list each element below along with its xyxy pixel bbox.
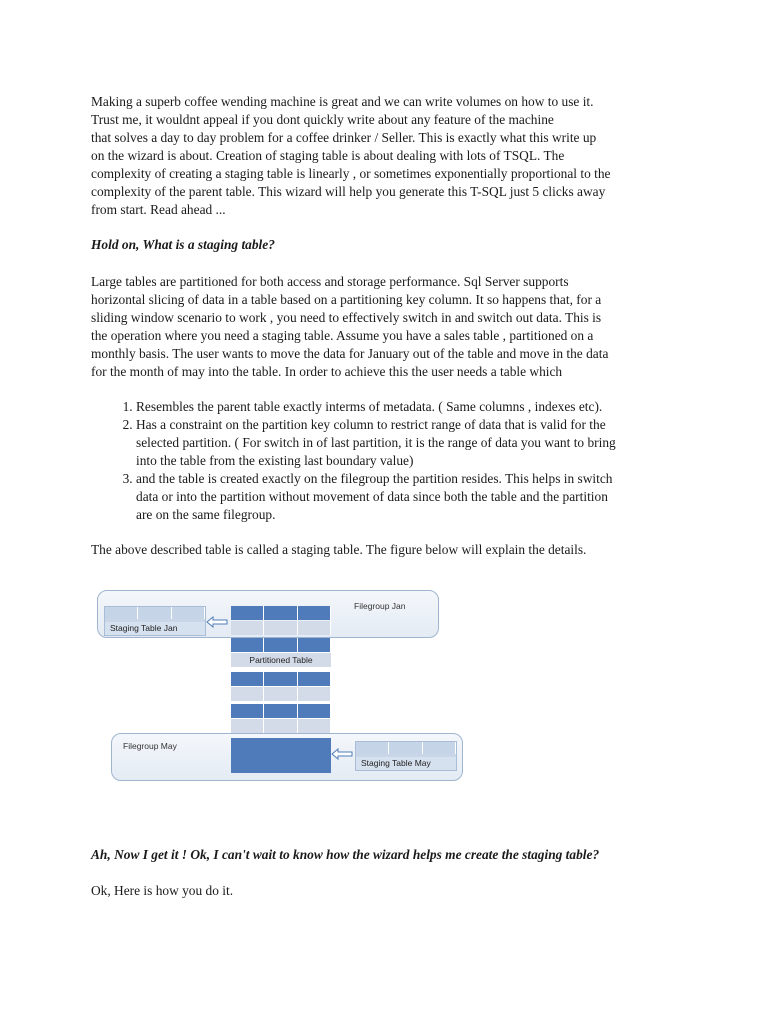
partition-row [231,606,331,620]
partition-row [231,672,331,686]
requirements-list [91,398,691,524]
closing-section [91,846,731,900]
figure-caption: The above described table is called a staging table. The figure below will explain the details. [91,542,587,557]
staging-table-may-label: Staging Table May [356,757,456,770]
partition-row [231,719,331,733]
staging-table-may [355,741,457,771]
staging-table-jan [104,606,206,636]
list-item: 1. Resembles the parent table exactly interms of metadata. ( Same columns , indexes etc). [136,398,691,416]
filegroup-may-label: Filegroup May [123,741,177,751]
partition-row [231,638,331,652]
intro-paragraph: Making a superb coffee wending machine is great and we can write volumes on how to use it. Trust me, it wouldnt appeal if you dont quickly write about any feature of the machine that solves a day to day problem for a coffee drinker / Seller. This is exactly what this write up on the wizard is about. Creation of staging table is about dealing with lots of TSQL. The complexity of creating a staging table is linearly , or sometimes exponentially proportional to the complexity of the parent table. This wizard will help you generate this T-SQL just 5 clicks away from start. Read ahead ... [91,94,611,217]
partition-row [231,621,331,635]
wizard-heading: Ah, Now I get it ! Ok, I can't wait to know how the wizard helps me create the staging table? [91,847,600,862]
partition-row [231,704,331,718]
document-page [91,93,691,559]
arrow-left-icon [206,616,228,628]
may-partition-block [231,738,331,773]
partitioning-paragraph: Large tables are partitioned for both access and storage performance. Sql Server supports horizontal slicing of data in a table based on a partitioning key column. It so happens that, for a sliding window scenario to work , you need to effectively switch in and switch out data. This is the operation where you need a staging table. Assume you have a sales table , partitioned on a monthly basis. The user wants to move the data for January out of the table and move in the data for the month of may into the table. In order to achieve this the user needs a table which [91,274,609,379]
list-item: 3. and the table is created exactly on the filegroup the partition resides. This helps in switch data or into the partition without movement of data since both the table and the partition are on the same filegroup. [136,470,691,524]
arrow-left-icon [331,748,353,760]
closing-text: Ok, Here is how you do it. [91,883,234,898]
filegroup-jan-label: Filegroup Jan [354,601,406,611]
partitioned-table-label: Partitioned Table [231,653,331,667]
staging-table-jan-label: Staging Table Jan [105,622,205,635]
staging-table-diagram [95,588,467,784]
list-item: 2. Has a constraint on the partition key column to restrict range of data that is valid for the selected partition. ( For switch in of last partition, it is the range of data you want to bring into the table from the existing last boundary value) [136,416,691,470]
staging-table-heading: Hold on, What is a staging table? [91,237,275,252]
partition-row [231,687,331,701]
